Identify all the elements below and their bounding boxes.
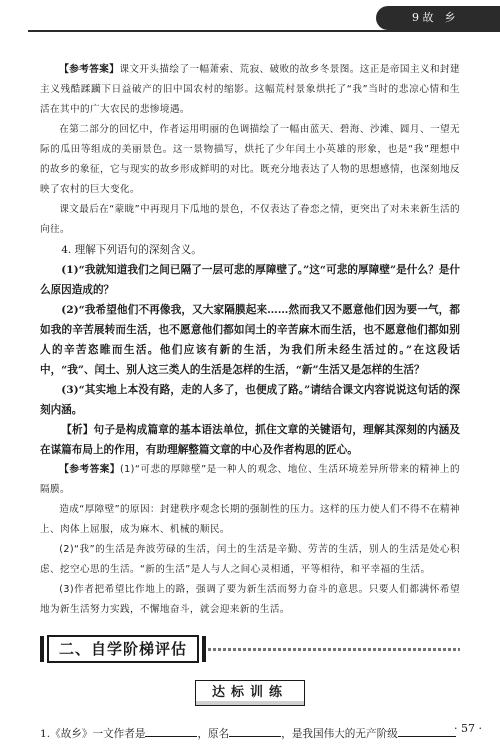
section-heading	[40, 634, 460, 664]
answer-tag: 【参考答案】	[59, 64, 120, 75]
answer-text-4: (1)“可悲的厚障壁”是一种人的观念、地位、生活环境差异所带来的精神上的隔膜。	[40, 464, 460, 495]
answer-paragraph-3: 课文最后在“蒙眬”中再现月下瓜地的景色，不仅表达了眷恋之情，更突出了对未来新生活的向往。	[40, 204, 460, 235]
blank-author[interactable]	[145, 724, 197, 737]
q1-text-c: ，是我国伟大的无产阶级	[281, 728, 398, 740]
answer-text: 课文开头描绘了一幅萧索、荒寂、破败的故乡冬景图。这正是帝国主义和封建主义残酷蹂躏下日益破产的旧中国农村的缩影。这幅荒村景象烘托了“我”当时的悲凉心情和生活在其中的广大农民的悲惨境遇。	[40, 64, 460, 115]
answer-paragraph-1	[40, 60, 460, 120]
question-3: (3)“其实地上本没有路，走的人多了，也便成了路。”请结合课文内容说说这句话的深刻内涵。	[40, 384, 460, 416]
answer-paragraph-6: (2)“我”的生活是奔波劳碌的生活，闰土的生活是辛勤、劳苦的生活，别人的生活是处心积虑、挖空心思的生活。“新的生活”是人与人之间心灵相通，平等相待，和平幸福的生活。	[40, 544, 460, 575]
page-content	[40, 60, 460, 744]
blank-identity[interactable]	[398, 724, 456, 737]
q1-text-b: ，原名	[197, 728, 230, 740]
analysis-tag: 【析】	[61, 424, 94, 436]
page-number: · 57 ·	[454, 722, 482, 735]
blank-original-name[interactable]	[229, 724, 281, 737]
header-rule	[28, 30, 500, 32]
answer-paragraph-4	[40, 460, 460, 500]
section-bar-right	[202, 636, 206, 662]
question-2: (2)“我希望他们不再像我，又大家隔膜起来……然而我又不愿意他们因为要一气，都如我的辛苦展转而生活，也不愿意他们都如闰土的辛苦麻木而生活，也不愿意他们都如别人的辛苦恣睢而生活。他们应该有新的生活，为我们所未经生活过的。”在这段话中，“我”、闰土、别人这三类人的生活是怎样的生活，“新”生活又是怎样的生活？	[40, 304, 460, 376]
answer-paragraph-7: (3)作者把希望比作地上的路，强调了要为新生活而努力奋斗的意思。只要人们都满怀希望地为新生活努力实践，不懈地奋斗，就会迎来新的生活。	[40, 584, 460, 615]
section-divider	[208, 648, 460, 651]
exercise-heading-4: 4. 理解下列语句的深刻含义。	[61, 244, 202, 256]
fill-blank-question-1	[40, 724, 460, 744]
section-bar-left	[40, 636, 44, 662]
section-title: 二、自学阶梯评估	[47, 635, 199, 663]
chapter-header	[376, 6, 500, 30]
analysis-text: 句子是构成篇章的基本语法单位，抓住文章的关键语句，理解其深刻的内涵及在谋篇布局上的作用，有助理解整篇文章的中心及作者构思的匠心。	[40, 424, 461, 456]
analysis-paragraph	[40, 420, 460, 460]
answer-paragraph-5: 造成“厚障壁”的原因：封建秩序观念长期的强制性的压力。这样的压力使人们不得不在精神上、肉体上屈服，成为麻木、机械的顺民。	[40, 504, 460, 535]
chapter-title: 9 故 乡	[412, 11, 456, 24]
training-title: 达标训练	[195, 680, 305, 706]
question-1: (1)“我就知道我们之间已隔了一层可悲的厚障壁了。”这“可悲的厚障壁”是什么？是什么原因造成的？	[40, 264, 460, 296]
training-heading-wrap	[40, 680, 460, 706]
answer-tag-2: 【参考答案】	[59, 464, 121, 475]
q1-text-a: 1.《故乡》一文作者是	[40, 728, 146, 740]
answer-paragraph-2: 在第二部分的回忆中，作者运用明丽的色调描绘了一幅由蓝天、碧海、沙滩、圆月、一望无际的瓜田等组成的美丽景色。这一景物描写，烘托了少年闰土小英雄的形象，也是“我”理想中的故乡的象征，它与现实的故乡形成鲜明的对比。既充分地表达了人物的思想感情，也深刻地反映了农村的巨大变化。	[40, 124, 460, 195]
